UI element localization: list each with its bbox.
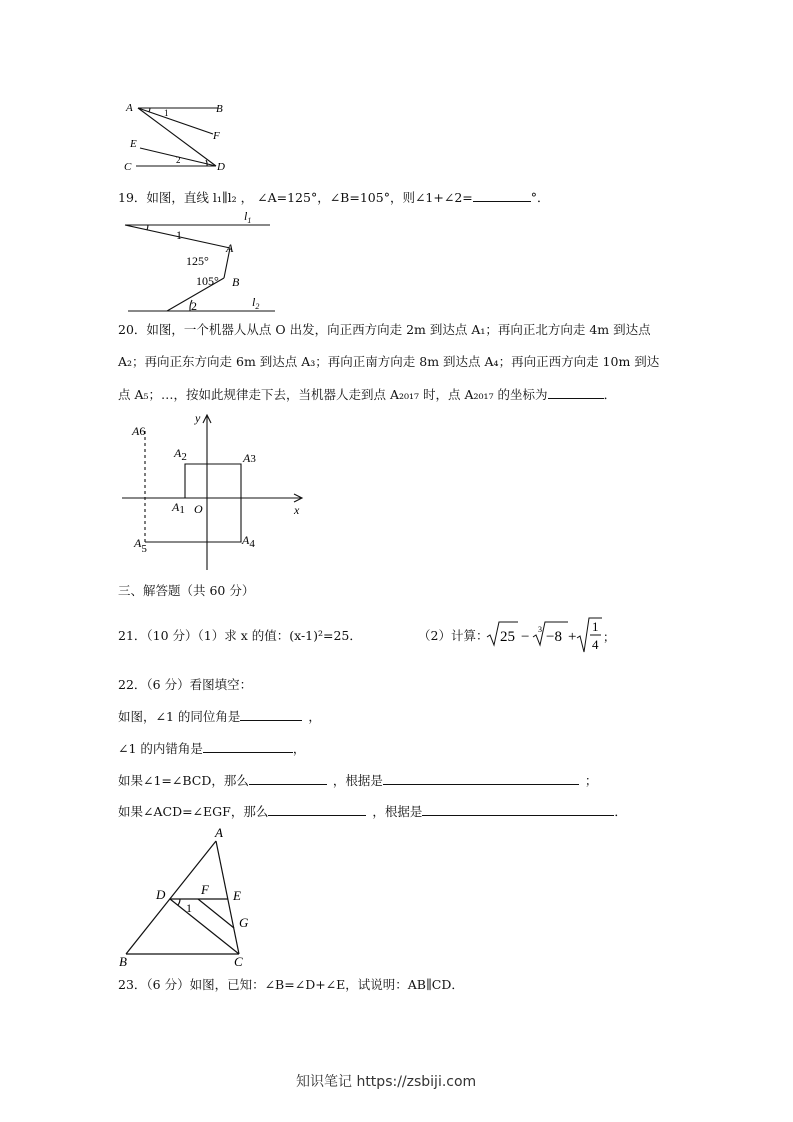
q22-line3-tail: ； <box>584 773 598 788</box>
q22-line4 <box>118 803 627 820</box>
q22-label-d: D <box>156 887 166 902</box>
q20-line3-text: 点 A₅；…，按如此规律走下去，当机器人走到点 A₂₀₁₇ 时，点 A₂₀₁₇ 的坐标为 <box>118 387 548 402</box>
q21-cuberoot-value: −8 <box>546 629 562 645</box>
q19-label-l1: $l_1$ <box>244 209 252 225</box>
q19-angle-105: 105° <box>196 274 219 288</box>
q22-blank-conclusion-1[interactable] <box>249 772 327 785</box>
q19-tail: °． <box>530 190 550 205</box>
q22-label-f: F <box>201 882 209 897</box>
fig18-label-e: E <box>130 138 137 150</box>
q21-cuberoot-index: 3 <box>538 625 542 634</box>
q22-blank-reason-1[interactable] <box>383 772 579 785</box>
fig18-label-d: D <box>217 161 225 173</box>
q22-line2-text: ∠1 的内错角是 <box>118 741 203 756</box>
q22-line2-tail: ， <box>292 741 306 756</box>
q20-answer-blank[interactable] <box>548 386 604 399</box>
q19-answer-blank[interactable] <box>473 189 531 202</box>
q19-label-b: B <box>232 275 240 289</box>
section3-title: 三、解答题（共 60 分） <box>118 583 255 598</box>
q22-angle-1: 1 <box>186 901 192 915</box>
q20-line1: 20．如图，一个机器人从点 O 出发，向正西方向走 2m 到达点 A₁；再向正北方向走 4m 到达点 <box>118 322 651 337</box>
q21-sqrt-25: 25 <box>500 629 515 645</box>
q20-line2: A₂；再向正东方向走 6m 到达点 A₃；再向正南方向走 8m 到达点 A₄；再向正西方向走 10m 到达 <box>118 354 660 369</box>
q20-label-a6: A6 <box>132 424 146 438</box>
q21-formula <box>486 612 616 660</box>
q21-part2: （2）计算： <box>418 628 489 643</box>
fig18-label-a: A <box>126 102 133 114</box>
figure-q20 <box>120 410 320 575</box>
q22-label-b: B <box>119 954 127 969</box>
fig18-label-f: F <box>213 130 220 142</box>
q22-line1 <box>118 708 321 725</box>
q22-line2 <box>118 740 305 757</box>
q20-label-a2: A2 <box>174 446 187 463</box>
figure-q19 <box>120 208 280 318</box>
q19-angle-125: 125° <box>186 254 209 268</box>
q19-label-l2: $l_2$ <box>252 295 260 311</box>
figure-q22 <box>116 824 286 972</box>
q20-label-x: x <box>294 503 300 517</box>
fig18-label-c: C <box>124 161 132 173</box>
q22-label-a: A <box>215 825 223 840</box>
q22-label-e: E <box>233 888 241 903</box>
q21-frac-num: 1 <box>592 619 599 634</box>
q20-line3 <box>118 386 616 403</box>
q20-label-a3: A3 <box>243 451 256 465</box>
q21-part1: 21．（10 分）（1）求 x 的值：(x-1)²=25． <box>118 628 362 643</box>
q22-label-c: C <box>234 954 243 969</box>
figure-q18 <box>118 98 238 178</box>
q22-line3 <box>118 772 597 789</box>
q20-label-y: y <box>195 411 201 425</box>
fig18-angle-2: 2 <box>176 155 181 165</box>
q21-end: ； <box>603 630 616 644</box>
fig18-angle-1: 1 <box>164 108 169 118</box>
q19-question <box>118 189 550 206</box>
q22-line1-text: 如图，∠1 的同位角是 <box>118 709 241 724</box>
q22-blank-corresponding[interactable] <box>240 708 302 721</box>
fig18-label-b: B <box>216 103 223 115</box>
q22-blank-reason-2[interactable] <box>422 803 614 816</box>
q20-tail: ． <box>603 387 617 402</box>
q21-frac-den: 4 <box>592 637 599 652</box>
q20-label-a5: A5 <box>134 536 147 555</box>
q22-blank-conclusion-2[interactable] <box>268 803 366 816</box>
q22-line4-tail: ． <box>614 804 627 819</box>
q20-label-o: O <box>194 502 203 516</box>
q23-question: 23．（6 分）如图，已知：∠B=∠D+∠E，试说明：AB∥CD． <box>118 977 464 992</box>
q22-line4-reason: ，根据是 <box>372 804 423 819</box>
q22-line3-reason: ，根据是 <box>332 773 383 788</box>
footer-watermark: 知识笔记 https://zsbiji.com <box>296 1074 477 1090</box>
q19-text: 19．如图，直线 l₁∥l₂ ， ∠A=125°，∠B=105°，则∠1+∠2= <box>118 190 473 205</box>
q20-label-a4: A4 <box>242 533 255 550</box>
q22-title: 22．（6 分）看图填空： <box>118 677 253 692</box>
q19-angle-1: 1 <box>176 228 182 242</box>
q20-label-a1: A1 <box>172 500 185 516</box>
q22-line4-text: 如果∠ACD=∠EGF，那么 <box>118 804 269 819</box>
q22-line1-tail: ， <box>308 709 321 724</box>
q19-angle-2: 2 <box>191 299 197 313</box>
q21-minus: − <box>521 629 530 645</box>
q22-blank-alternate[interactable] <box>203 740 293 753</box>
q22-label-g: G <box>239 915 249 930</box>
q19-label-a: A <box>226 241 234 255</box>
q21-plus: + <box>568 629 577 645</box>
q22-line3-text: 如果∠1=∠BCD，那么 <box>118 773 249 788</box>
